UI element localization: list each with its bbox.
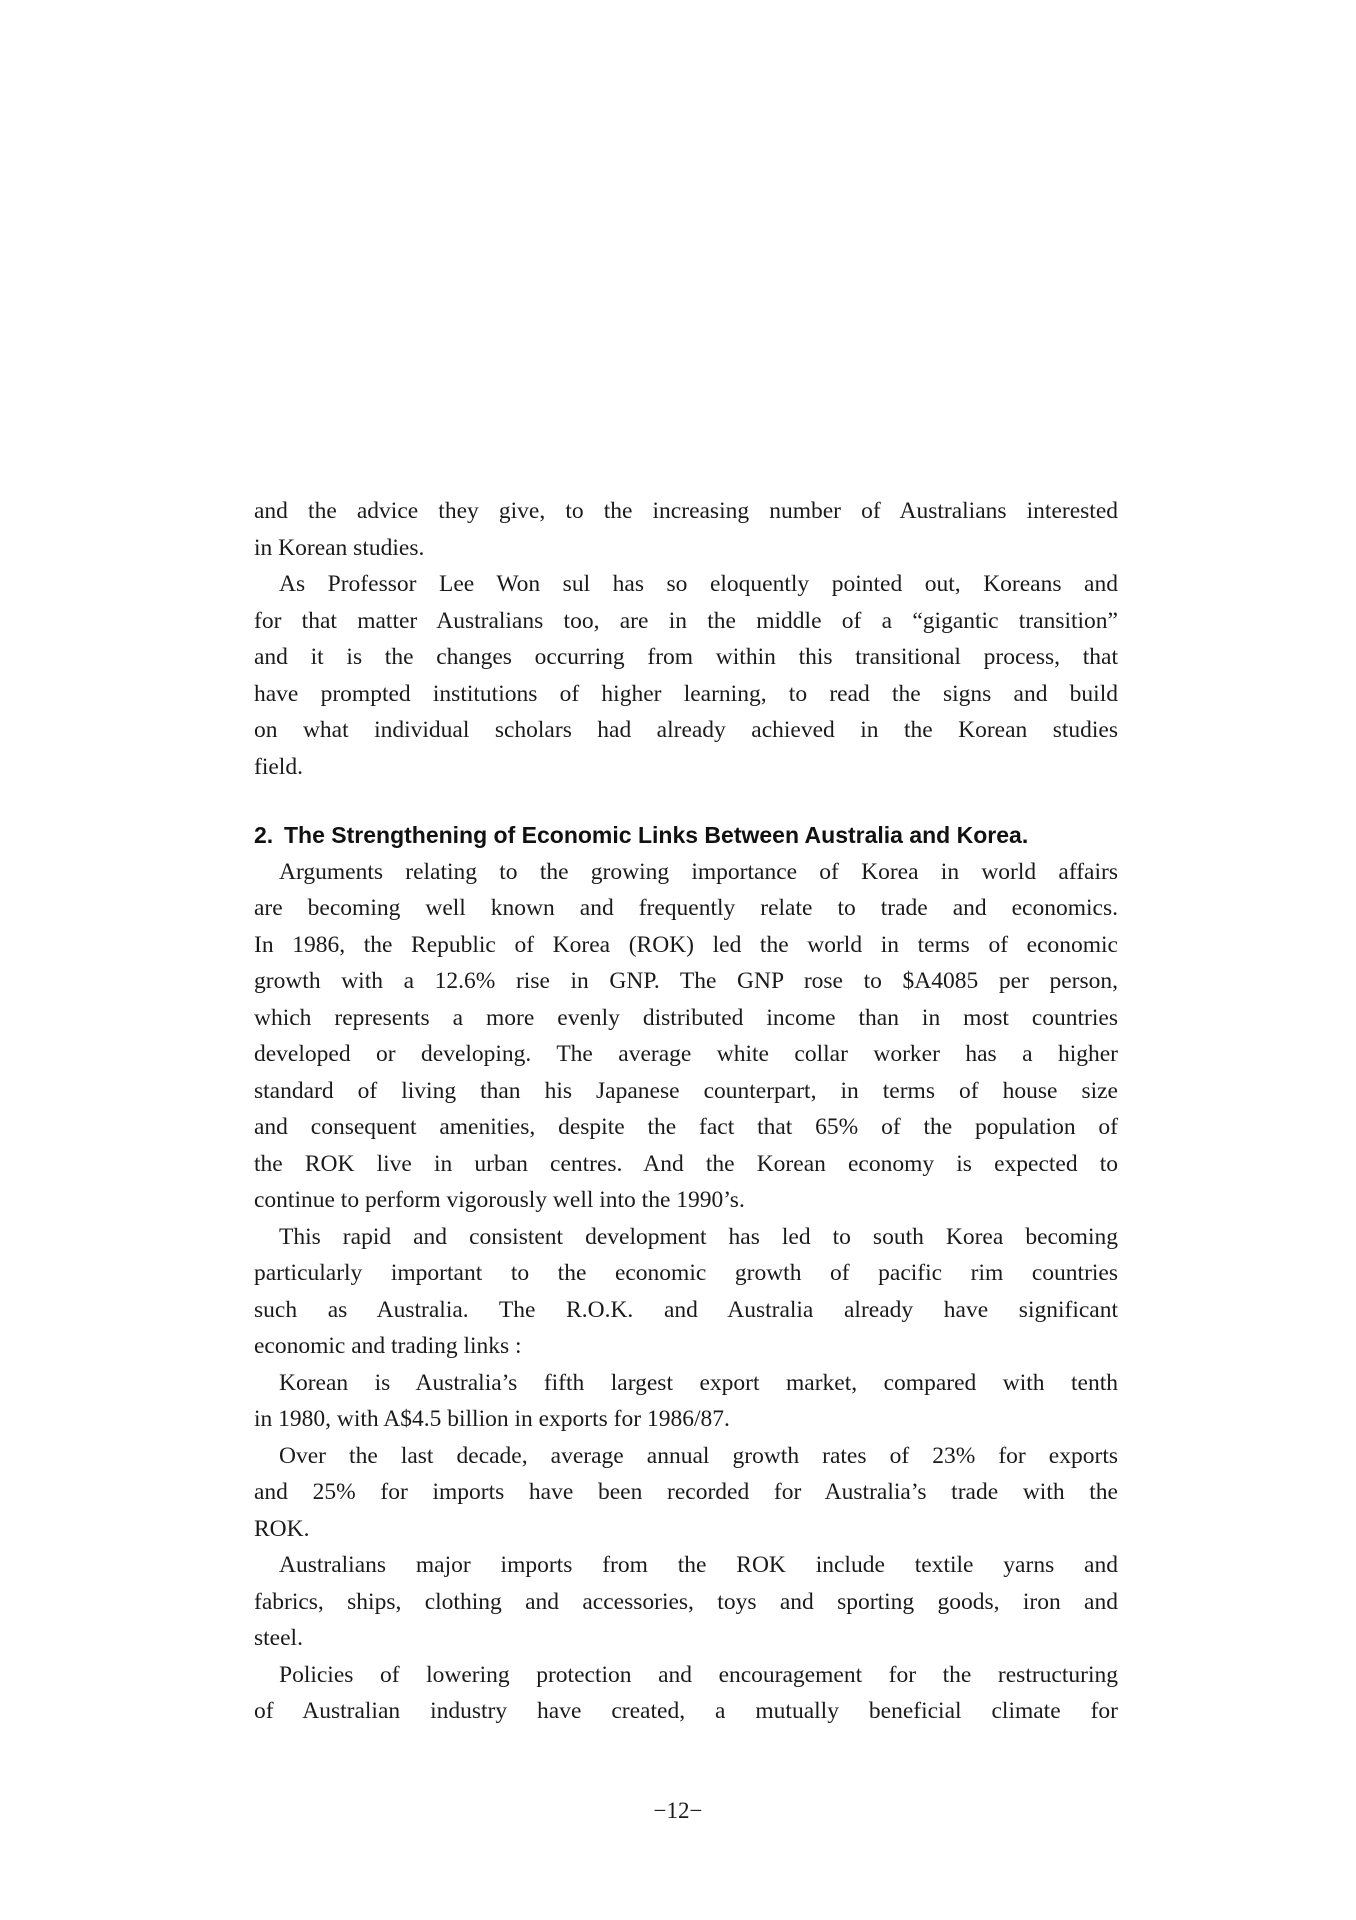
text-line: fabrics, ships, clothing and accessories, toys and sporting goods, iron and <box>254 1588 1118 1615</box>
paragraph-imports <box>254 1547 1118 1657</box>
text-line: In 1986, the Republic of Korea (ROK) led the world in terms of economic <box>254 931 1118 958</box>
text-line: Korean is Australia’s fifth largest export market, compared with tenth <box>279 1369 1118 1396</box>
text-line: in Korean studies. <box>254 534 425 561</box>
paragraph-policies <box>254 1657 1118 1730</box>
text-line: Arguments relating to the growing importance of Korea in world affairs <box>279 858 1118 885</box>
text-line: which represents a more evenly distributed income than in most countries <box>254 1004 1118 1031</box>
text-line: Australians major imports from the ROK include textile yarns and <box>279 1552 1118 1578</box>
text-line: in 1980, with A$4.5 billion in exports for 1986/87. <box>254 1406 730 1432</box>
text-line: ROK. <box>254 1515 310 1542</box>
text-line: and it is the changes occurring from within this transitional process, that <box>254 644 1118 670</box>
text-line: and the advice they give, to the increasing number of Australians interested <box>254 498 1118 524</box>
text-line: and consequent amenities, despite the fact that 65% of the population of <box>254 1114 1118 1140</box>
page-number: −12− <box>653 1798 703 1823</box>
paragraph-growth-rates <box>254 1438 1118 1548</box>
text-line: and 25% for imports have been recorded for Australia’s trade with the <box>254 1479 1118 1505</box>
text-line: growth with a 12.6% rise in GNP. The GNP rose to $A4085 per person, <box>254 968 1118 994</box>
text-line: developed or developing. The average white collar worker has a higher <box>254 1041 1118 1067</box>
paragraph-export-market <box>254 1365 1118 1438</box>
text-line: particularly important to the economic growth of pacific rim countries <box>254 1260 1118 1286</box>
text-line: standard of living than his Japanese counterpart, in terms of house size <box>254 1077 1118 1104</box>
text-line: economic and trading links : <box>254 1333 522 1359</box>
text-line: As Professor Lee Won sul has so eloquently pointed out, Koreans and <box>279 571 1118 597</box>
section-number: 2. <box>254 822 274 848</box>
text-line: on what individual scholars had already achieved in the Korean studies <box>254 717 1118 743</box>
text-line: steel. <box>254 1625 303 1651</box>
paragraph-transition <box>254 566 1118 785</box>
paragraph-intro-continuation <box>254 493 1118 566</box>
section-title: The Strengthening of Economic Links Between Australia and Korea. <box>284 822 1029 848</box>
text-line: Over the last decade, average annual growth rates of 23% for exports <box>279 1442 1118 1469</box>
section-spacer <box>254 785 1118 817</box>
paragraph-pacific-rim <box>254 1219 1118 1365</box>
section-heading <box>254 817 1118 854</box>
text-line: continue to perform vigorously well into the 1990’s. <box>254 1187 745 1213</box>
text-line: such as Australia. The R.O.K. and Australia already have significant <box>254 1296 1118 1323</box>
text-line: the ROK live in urban centres. And the Korean economy is expected to <box>254 1150 1118 1177</box>
text-line: have prompted institutions of higher learning, to read the signs and build <box>254 680 1118 707</box>
paragraph-economic-growth <box>254 854 1118 1219</box>
text-line: Policies of lowering protection and encouragement for the restructuring <box>279 1661 1118 1688</box>
page-body <box>254 493 1118 1730</box>
text-line: are becoming well known and frequently relate to trade and economics. <box>254 895 1118 921</box>
text-line: field. <box>254 753 303 780</box>
text-line: of Australian industry have created, a mutually beneficial climate for <box>254 1698 1118 1724</box>
text-line: for that matter Australians too, are in the middle of a “gigantic transition” <box>254 607 1118 634</box>
text-line: This rapid and consistent development has led to south Korea becoming <box>279 1223 1118 1250</box>
